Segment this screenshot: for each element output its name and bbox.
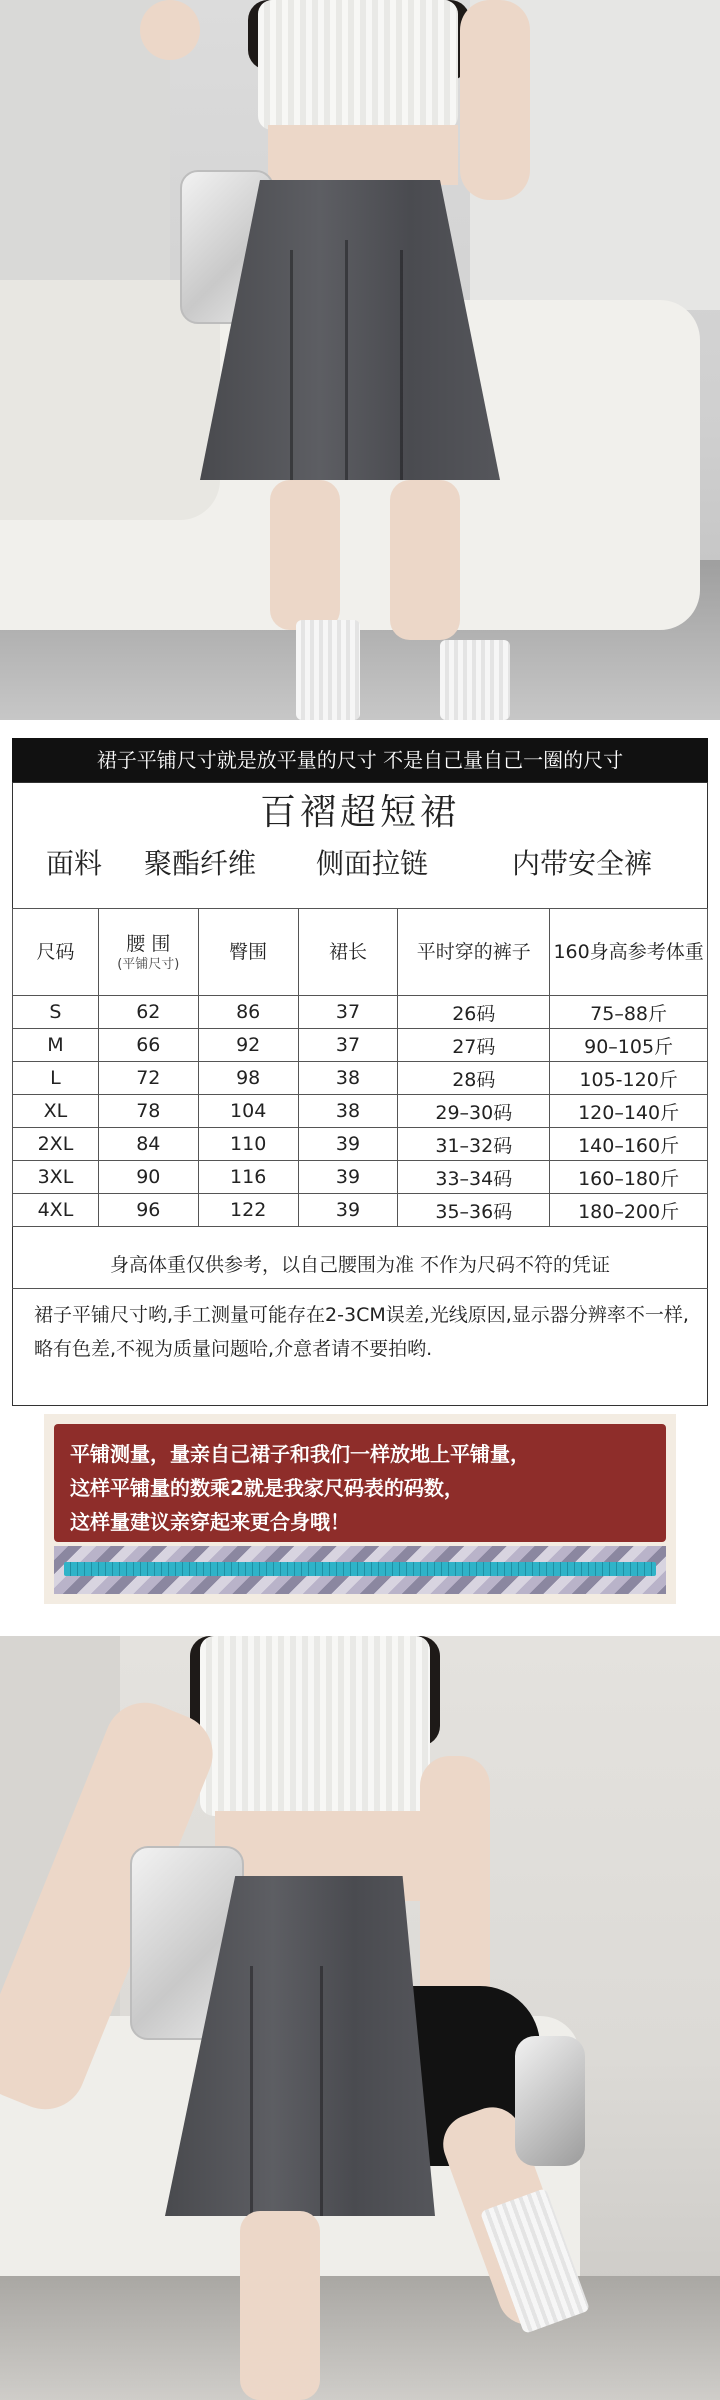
banner-line-3: 这样量建议亲穿起来更合身哦！ [70,1510,350,1534]
cell-size: 2XL [13,1128,99,1161]
cell-pants: 29–30码 [398,1095,550,1128]
cell-hip: 122 [198,1194,298,1227]
col-size: 尺码 [13,909,99,996]
cell-pants: 26码 [398,996,550,1029]
reference-note: 身高体重仅供参考，以自己腰围为准 不作为尺码不符的凭证 [12,1242,708,1289]
cell-hip: 110 [198,1128,298,1161]
table-row [13,996,708,1029]
cell-waist: 72 [98,1062,198,1095]
table-row [13,1062,708,1095]
cell-weight: 180–200斤 [550,1194,708,1227]
product-photo-detail [0,1636,720,2400]
cell-length: 38 [298,1062,398,1095]
leg [240,2211,320,2400]
cell-waist: 96 [98,1194,198,1227]
white-knit-top [258,0,458,130]
cell-waist: 78 [98,1095,198,1128]
lining-info: 内带安全裤 [512,847,653,880]
cell-size: M [13,1029,99,1062]
cell-length: 37 [298,996,398,1029]
cell-weight: 160–180斤 [550,1161,708,1194]
zipper-info: 侧面拉链 [316,847,429,880]
size-table-header [13,909,708,996]
cell-length: 39 [298,1194,398,1227]
cell-waist: 84 [98,1128,198,1161]
leg [270,480,340,630]
cell-size: XL [13,1095,99,1128]
skirt-pleat [290,250,293,480]
arm [140,0,200,60]
cell-size: 3XL [13,1161,99,1194]
skirt-pleat [320,1966,323,2216]
col-waist-sub: (平铺尺寸) [117,957,180,972]
cell-size: S [13,996,99,1029]
cell-pants: 33–34码 [398,1161,550,1194]
cell-weight: 105-120斤 [550,1062,708,1095]
cell-length: 39 [298,1128,398,1161]
table-row [13,1194,708,1227]
cell-weight: 75–88斤 [550,996,708,1029]
skirt-pleat [400,250,403,480]
table-row [13,1128,708,1161]
col-waist [98,909,198,996]
white-knee-sock [440,640,510,720]
cell-hip: 104 [198,1095,298,1128]
material-label: 面料 [46,847,103,880]
cell-weight: 140–160斤 [550,1128,708,1161]
size-table [12,908,708,1227]
col-weight: 160身高参考体重 [550,909,708,996]
cell-hip: 86 [198,996,298,1029]
cell-waist: 66 [98,1029,198,1062]
skirt-pleat [345,240,348,480]
cell-pants: 35–36码 [398,1194,550,1227]
cell-length: 38 [298,1095,398,1128]
sneaker [515,2036,585,2166]
floor [0,2276,720,2400]
cell-hip: 116 [198,1161,298,1194]
leg [390,480,460,640]
table-row [13,1095,708,1128]
table-row [13,1161,708,1194]
col-pants: 平时穿的裤子 [398,909,550,996]
cell-weight: 120–140斤 [550,1095,708,1128]
cell-length: 37 [298,1029,398,1062]
col-waist-label: 腰 围 [126,933,171,955]
measuring-banner [44,1414,676,1604]
banner-line-2: 这样平铺量的数乘2就是我家尺码表的码数， [70,1476,464,1500]
product-title: 百褶超短裙 [259,792,460,833]
table-row [13,1029,708,1062]
material-value: 聚酯纤维 [144,847,257,880]
tape-measure-image [64,1562,656,1576]
banner-line-1: 平铺测量，量亲自己裙子和我们一样放地上平铺量， [70,1442,530,1466]
banner-text-panel [54,1424,666,1542]
midriff [268,125,458,185]
cell-hip: 92 [198,1029,298,1062]
cell-waist: 90 [98,1161,198,1194]
cell-pants: 31–32码 [398,1128,550,1161]
cell-length: 39 [298,1161,398,1194]
material-row [12,842,708,894]
white-knit-top [200,1636,430,1816]
cell-size: 4XL [13,1194,99,1227]
arm [460,0,530,200]
chart-header: 裙子平铺尺寸就是放平量的尺寸 不是自己量自己一圈的尺寸 [12,738,708,782]
arm [420,1756,490,2016]
measurement-disclaimer: 裙子平铺尺寸哟,手工测量可能存在2-3CM误差,光线原因,显示器分辨率不一样,略有色差,不视为质量问题哈,介意者请不要拍哟. [34,1304,689,1360]
skirt-pleat [250,1966,253,2216]
cell-size: L [13,1062,99,1095]
cell-weight: 90–105斤 [550,1029,708,1062]
cell-pants: 28码 [398,1062,550,1095]
cell-hip: 98 [198,1062,298,1095]
white-knee-sock [296,620,360,720]
size-chart [12,738,708,1406]
col-length: 裙长 [298,909,398,996]
col-hip: 臀围 [198,909,298,996]
product-photo-front [0,0,720,720]
cell-waist: 62 [98,996,198,1029]
cell-pants: 27码 [398,1029,550,1062]
